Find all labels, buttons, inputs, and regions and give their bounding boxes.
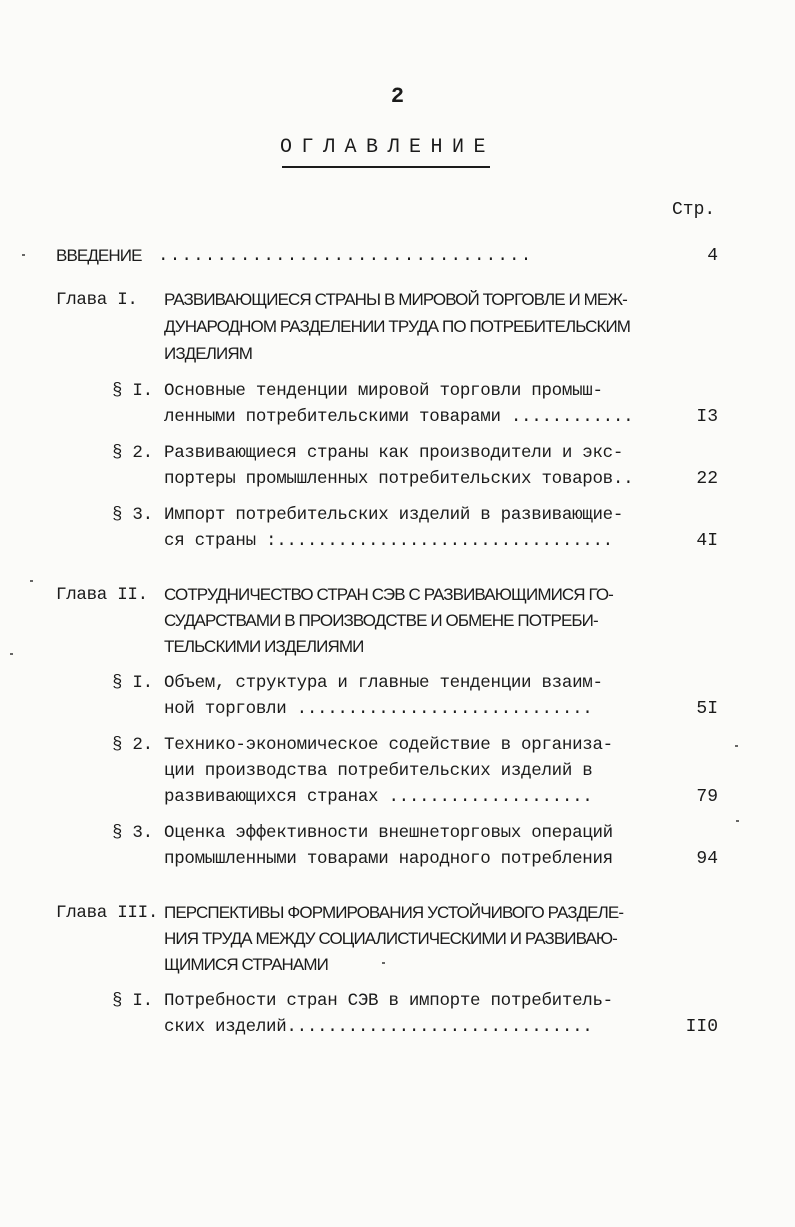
chapter-1-title-line: ДУНАРОДНОМ РАЗДЕЛЕНИИ ТРУДА ПО ПОТРЕБИТЕЛЬСКИМ xyxy=(164,317,631,336)
section-mark: § 3. xyxy=(112,823,153,843)
section-text-line: ских изделий.............................. xyxy=(164,1017,593,1037)
intro-label: ВВЕДЕНИЕ xyxy=(56,246,142,265)
chapter-3-title-line: ЩИМИСЯ СТРАНАМИ xyxy=(164,955,328,974)
section-page: 79 xyxy=(696,787,718,807)
section-page: 4I xyxy=(696,531,718,551)
chapter-2-title-line: ТЕЛЬСКИМИ ИЗДЕЛИЯМИ xyxy=(164,637,364,656)
intro-page: 4 xyxy=(707,246,718,266)
scan-speck xyxy=(22,254,25,256)
chapter-1-title-line: РАЗВИВАЮЩИЕСЯ СТРАНЫ В МИРОВОЙ ТОРГОВЛЕ И МЕЖ- xyxy=(164,290,627,309)
section-page: I3 xyxy=(696,407,718,427)
section-text-line: портеры промышленных потребительских товаров.. xyxy=(164,469,634,489)
intro-dots: ................................ xyxy=(158,246,533,266)
section-text-line: Оценка эффективности внешнеторговых операций xyxy=(164,823,613,843)
chapter-2-title-line: СУДАРСТВАМИ В ПРОИЗВОДСТВЕ И ОБМЕНЕ ПОТРЕБИ- xyxy=(164,611,598,630)
section-text-line: Развивающиеся страны как производители и экс- xyxy=(164,443,624,463)
section-page: II0 xyxy=(685,1017,718,1037)
scan-speck xyxy=(736,820,739,822)
section-text-line: развивающихся странах .................... xyxy=(164,787,593,807)
section-page: 5I xyxy=(696,699,718,719)
chapter-3-title-line: НИЯ ТРУДА МЕЖДУ СОЦИАЛИСТИЧЕСКИМИ И РАЗВИВАЮ- xyxy=(164,929,617,948)
chapter-2-label: Глава II. xyxy=(56,585,148,605)
section-text-line: ции производства потребительских изделий в xyxy=(164,761,593,781)
section-text-line: Технико-экономическое содействие в организа- xyxy=(164,735,613,755)
title-underline xyxy=(282,166,490,168)
chapter-2-title-line: СОТРУДНИЧЕСТВО СТРАН СЭВ С РАЗВИВАЮЩИМИСЯ ГО- xyxy=(164,585,613,604)
section-mark: § 2. xyxy=(112,735,153,755)
chapter-3-label: Глава III. xyxy=(56,903,159,923)
section-text-line: ной торговли ............................. xyxy=(164,699,593,719)
section-page: 94 xyxy=(696,849,718,869)
section-mark: § I. xyxy=(112,381,153,401)
section-text-line: ся страны :................................. xyxy=(164,531,613,551)
scan-speck xyxy=(30,580,33,582)
section-text-line: Потребности стран СЭВ в импорте потребитель- xyxy=(164,991,613,1011)
section-text-line: Основные тенденции мировой торговли промыш- xyxy=(164,381,603,401)
page-column-label: Стр. xyxy=(672,200,716,220)
toc-title: ОГЛАВЛЕНИЕ xyxy=(280,136,496,159)
chapter-1-label: Глава I. xyxy=(56,290,138,310)
section-mark: § I. xyxy=(112,673,153,693)
section-mark: § I. xyxy=(112,991,153,1011)
section-text-line: ленными потребительскими товарами ............ xyxy=(164,407,634,427)
scan-speck xyxy=(382,962,385,964)
section-text-line: Объем, структура и главные тенденции взаим- xyxy=(164,673,603,693)
section-text-line: промышленными товарами народного потребления xyxy=(164,849,613,869)
chapter-1-title-line: ИЗДЕЛИЯМ xyxy=(164,344,252,363)
section-text-line: Импорт потребительских изделий в развивающие- xyxy=(164,505,624,525)
section-mark: § 3. xyxy=(112,505,153,525)
section-page: 22 xyxy=(696,469,718,489)
section-mark: § 2. xyxy=(112,443,153,463)
scan-speck xyxy=(10,653,13,655)
scan-speck xyxy=(735,745,738,747)
chapter-3-title-line: ПЕРСПЕКТИВЫ ФОРМИРОВАНИЯ УСТОЙЧИВОГО РАЗДЕЛЕ- xyxy=(164,903,624,922)
page-number: 2 xyxy=(390,84,405,109)
